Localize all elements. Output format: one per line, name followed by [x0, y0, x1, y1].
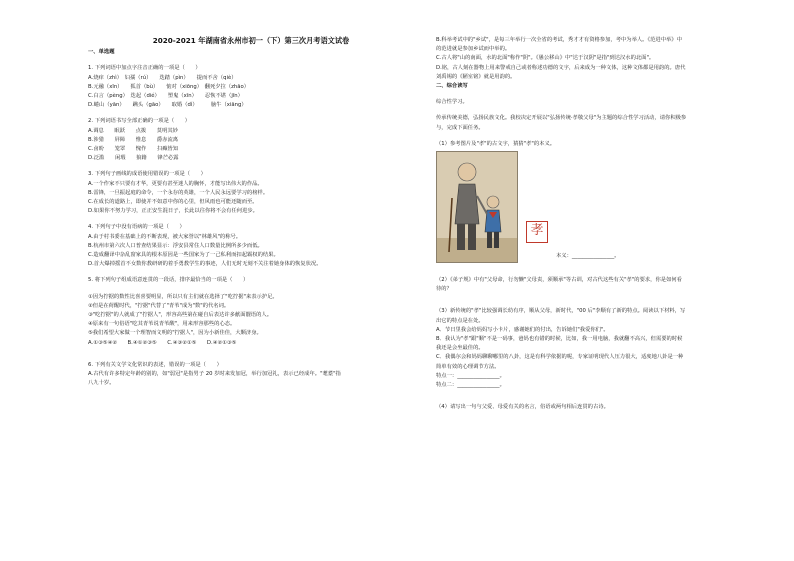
text-line: 综合性学习。 [436, 99, 468, 106]
text-line: （3）新传统的"孝"比较强调长幼有序，顺从父母，新时代，"00 后"李顺有了新的特点。阅读以下材料，写 [436, 308, 686, 315]
spacer [436, 133, 768, 140]
text-line: ③"吃拧据"的人就成了"拧据人"，形容高些第在碰自后表达许多献面靓语的人。 [88, 312, 272, 319]
right-column [436, 36, 768, 412]
spacer [436, 269, 768, 276]
text-line: B.科举考试中的"乡试"，是每三年举行一次全省的考试，秀才才有资格参加，考中为举人。《范进中举》中 [436, 37, 682, 43]
page-title: 2020-2021 年湖南省永州市初一（下）第三次月考语文试卷 [152, 36, 350, 45]
spacer [88, 163, 414, 170]
xiao-seal-character: 孝 [526, 221, 548, 243]
text-line: ④原来有一句俗语"吃其青苇说青苇酸"，用来形容那些的心态。 [88, 321, 236, 328]
text-line: 简单有效的心理调节方法。 [436, 363, 500, 370]
text-line: D.首大爆掉摇首不女数你教研研的着手勇教学生的事迹，人们无时无刻不关注着她身体的恢复状况。 [88, 261, 322, 268]
text-line: B．我认为"孝"跟"顺"不是一码事，爸妈也有错的时候，比如，我一用电脑，我就翻不高兴，但需要的时候 [436, 336, 683, 343]
text-line: B.雷锋，一旦振起庭的命令，一个永存的英雄，一个人民永远要学习的榜样。 [88, 189, 269, 196]
text-line: C.在成长的道路上，即使并不如意中你的心里，但风雨也可能还随而至。 [88, 199, 258, 206]
text-line: B.杭州市第六次人口普查结果显示：浮安县常住人口数量比例所多少而低。 [88, 242, 263, 249]
text-line: 刘禹锡的《陋室铭》就是用韵的。 [436, 73, 516, 80]
text-line: 4. 下列句子中没有语病的一项是（ ） [88, 224, 185, 231]
text-line: B.元融（xīn） 狐首（bù） 惦对（xiōng） 翻死夕拉（zhāo） [88, 83, 250, 90]
text-line: A.一个作家不只要有才华，更要有甚至迷人的胸怀，才能写出伟大的作品。 [88, 180, 263, 187]
text-line: D.泛滥 闲瑕 狼籍 锋芒必露 [88, 155, 179, 162]
text-line: C.白言（pèng） 迭起（dié） 塑鬼（xīn） 忍恢不堪（jīn） [88, 93, 243, 100]
text-line: D.铭，古人刻在器物上用来警戒自己或者称述功德的文字，后来成为一种文体，这种文体都是用韵的。唐代 [436, 64, 686, 71]
text-line: C．我偶尔会和妈妈聊聊哪里的八卦，这是有科学依据的呢，专家证明现代人压力很大，适度地八卦是一种 [436, 354, 684, 361]
text-line: A.由于村书委在基础上的不断表现，被大家誉以"林雄风"的称号。 [88, 233, 242, 240]
text-line: C.古人将"山的南面，水的北面"称作"阴"。《愚公移山》中"达于汉阴"是指"到达汉水的北面"。 [436, 55, 655, 62]
text-line: A.①③⑤④② B.④①②③⑤ C.④③②①⑤ D.④②①③⑤ [88, 339, 237, 346]
text-line: 5. 将下列句子组成语意连贯的一段话，排序最恰当的一项是（ ） [88, 277, 249, 284]
text-line: 与，完成下面任务。 [436, 124, 484, 131]
text-line: A.烧痒（zhì） 妇孺（rú） 迭踏（pìn） 提而不舍（qiè） [88, 74, 237, 81]
spacer [88, 269, 414, 276]
text-line: （4）请写出一句与父爱、母爱有关的名言，俗语或两句相后连贯的古诗。 [436, 404, 609, 411]
text-line: A．节日里我会给妈妈写小卡片，感谢她们的付出，告诉她们"我爱你们"。 [436, 326, 609, 333]
left-column [88, 36, 414, 389]
elder-and-child-illustration [436, 151, 518, 263]
text-line: （1）参考图片及"孝"的古文字，猜猜"孝"的本义。 [436, 140, 556, 147]
text-line: D.蜷山（yān） 蹒头（gāo） 取婚（dì） 脑牛（xiāng） [88, 102, 247, 109]
spacer [88, 216, 414, 223]
spacer [436, 390, 768, 403]
text-line: ①因为拧据的数性比喜喜要明显，所以只有主们就在选择了"吃拧据"来表示护足。 [88, 293, 278, 300]
text-line: 的范进就是参加乡试而中举的。 [436, 46, 511, 53]
text-line: （2）《弟子规》中有"父母命，行勿懒"父母责，须顺承"等古训，对古代这些有关"孝"的要求，你是如何看 [436, 277, 682, 284]
spacer [88, 110, 414, 117]
text-line: 待的？ [436, 286, 452, 293]
text-line: 6. 下列有关文学文化常识的表述，错误的一项是（ ） [88, 361, 222, 368]
section-heading: 二、综合读写 [436, 83, 468, 90]
text-line: 特点一：________________。 [436, 372, 505, 379]
text-line: 出它的特点是在处。 [436, 317, 484, 324]
text-line: D.如果你不努力学习，正正安生混日子，长此以往你将不会有任何进步。 [88, 208, 258, 215]
text-line: 特点二：________________。 [436, 382, 505, 389]
section-heading: 一、单选题 [88, 49, 115, 56]
text-line: 1. 下列词语中加点字注音正确的一项是（ ） [88, 65, 201, 72]
spacer [436, 91, 768, 98]
text-line: A.古代有许多特定年龄的别的，如"弱冠"是指男子 20 岁时来发加冠，举行加冠礼，表示已经成年。"耄耋"指 [88, 371, 341, 378]
text-line: C.造成翻译中杂乱窗家具的根本原因是一些国家为了一己私利而扣起霸权的结果。 [88, 252, 279, 259]
figure-caption-answer-line: 本义：________________。 [556, 252, 620, 259]
text-line: 我还是会坐最佳的。 [436, 345, 484, 352]
text-line: A.调息 眠跃 点拨 莫明其妙 [88, 127, 178, 134]
text-line: 2. 下列词语书写全部正确的一项是（ ） [88, 118, 191, 125]
spacer [436, 107, 768, 114]
text-line: 传承传统美德，弘扬民族文化。我校决定开展以"弘扬传统·孝敬父母"为主题的综合性学习活动，请你积极参 [436, 115, 687, 122]
text-line: 八九十岁。 [88, 380, 115, 387]
spacer [436, 294, 768, 307]
figure-row [436, 151, 768, 263]
spacer [88, 348, 414, 361]
text-line: C.卤盼 笼罩 愧作 扫癫皆知 [88, 146, 179, 153]
spacer [88, 286, 414, 293]
text-line: ⑤我们希望大家做一个理智而文明的"拧据人"，因为小新佳佳，大颗济身。 [88, 330, 262, 337]
text-line: ②但是在荷醒时代，"拧据"代替了"青苇"成为"数"的代名词。 [88, 302, 230, 309]
text-line: B.涉猎 屏障 惟息 爵赤流离 [88, 136, 179, 143]
text-line: 3. 下列句子画线的成语使用错误的一项是（ ） [88, 171, 206, 178]
spacer [88, 57, 414, 64]
